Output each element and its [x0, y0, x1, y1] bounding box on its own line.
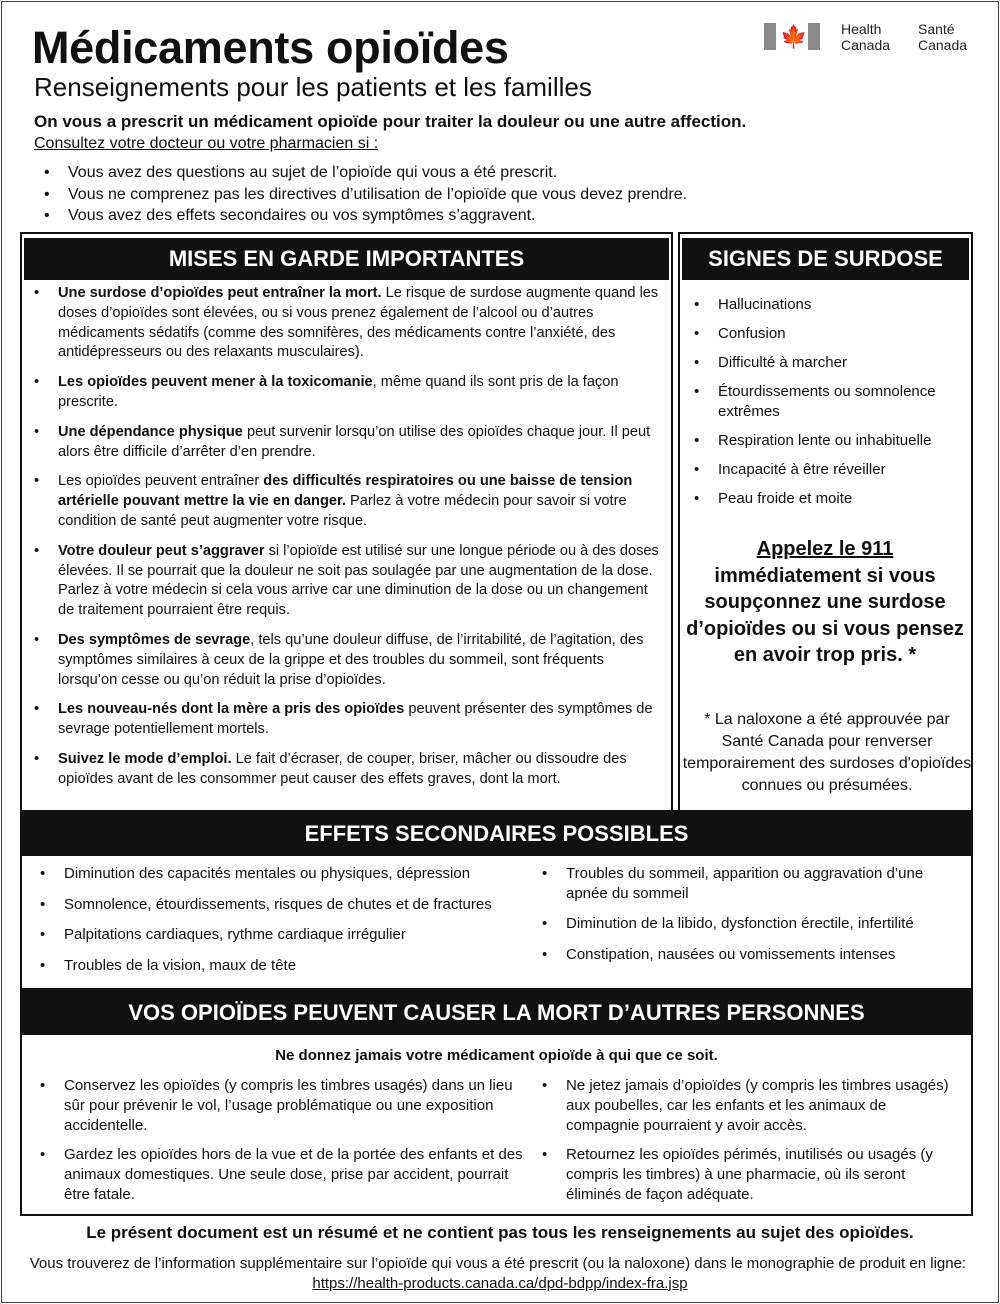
more-info-text	[20, 1254, 980, 1293]
others-safety-list-right	[542, 1076, 962, 1215]
warning-item: • Une dépendance physique peut survenir lorsqu’on utilise des opioïdes chaque jour. Il peut alors être difficile d’arrêter d’en prendre.	[34, 423, 662, 463]
side-effect-item: • Palpitations cardiaques, rythme cardiaque irrégulier	[40, 925, 530, 945]
safety-item: • Ne jetez jamais d’opioïdes (y compris les timbres usagés) aux poubelles, car les enfants et les animaux de compagnie pourraient y avoir accès.	[542, 1076, 962, 1135]
logo-french: Santé Canada	[918, 21, 968, 53]
call-911-notice	[686, 536, 964, 669]
others-safety-heading: VOS OPIOÏDES PEUVENT CAUSER LA MORT D’AUTRES PERSONNES	[20, 990, 973, 1035]
safety-item: • Gardez les opioïdes hors de la vue et de la portée des enfants et des animaux domestiques. Une seule dose, prise par accident, pourrait être fatale.	[40, 1145, 528, 1204]
warning-item: • Votre douleur peut s’aggraver si l’opioïde est utilisé sur une longue période ou à des doses élevées. Il se pourrait que la douleur ne soit pas soulagée par une augmentation de la dose. Parlez à votre médecin si cela vous arrive car une diminution de la dose ou un changement de traitement pourraient être requis.	[34, 542, 662, 621]
side-effects-list-left	[40, 864, 530, 986]
more-info-label: Vous trouverez de l’information supplémentaire sur l’opioïde qui vous a été prescrit (ou la naloxone) dans le monographie de produit en ligne:	[29, 1255, 967, 1272]
safety-item: • Retournez les opioïdes périmés, inutilisés ou usagés (y compris les timbres) à une pharmacie, où ils seront éliminés de façon adéquate.	[542, 1145, 962, 1204]
side-effect-item: • Constipation, nausées ou vomissements intenses	[542, 945, 962, 965]
logo-english: Health Canada	[841, 21, 891, 53]
summary-note: Le présent document est un résumé et ne contient pas tous les renseignements au sujet des opioïdes.	[86, 1223, 914, 1242]
warnings-list	[34, 284, 662, 800]
others-safety-intro: Ne donnez jamais votre médicament opioïde à qui que ce soit.	[275, 1047, 718, 1064]
overdose-sign: • Respiration lente ou inhabituelle	[694, 431, 962, 451]
overdose-sign: • Étourdissements ou somnolence extrêmes	[694, 382, 962, 421]
call-911-text: immédiatement si vous soupçonnez une surdose d’opioïdes ou si vous pensez en avoir trop pris. *	[686, 564, 964, 666]
warning-item: • Des symptômes de sevrage, tels qu’une douleur diffuse, de l’irritabilité, de l’agitation, des symptômes similaires à ceux de la grippe et des troubles du sommeil, sont fréquents lorsqu’on cesse ou qu’on réduit la prise d’opioïdes.	[34, 631, 662, 690]
overdose-signs-list	[694, 295, 962, 518]
warning-item: • Les opioïdes peuvent mener à la toxicomanie, même quand ils sont pris de la façon prescrite.	[34, 373, 662, 413]
warning-item: • Suivez le mode d’emploi. Le fait d’écraser, de couper, briser, mâcher ou dissoudre des opioïdes avant de les consommer peut causer des effets graves, dont la mort.	[34, 750, 662, 790]
safety-item: • Conservez les opioïdes (y compris les timbres usagés) dans un lieu sûr pour prévenir le vol, l’usage problématique ou une exposition accidentelle.	[40, 1076, 528, 1135]
list-item: • Vous avez des effets secondaires ou vos symptômes s’aggravent.	[44, 205, 687, 227]
health-canada-logo	[764, 21, 979, 55]
canada-flag-icon: 🍁	[764, 23, 820, 50]
side-effect-item: • Troubles de la vision, maux de tête	[40, 956, 530, 976]
page-title: Médicaments opioïdes	[32, 22, 509, 73]
overdose-sign: • Confusion	[694, 324, 962, 344]
intro-statement: On vous a prescrit un médicament opioïde pour traiter la douleur ou une autre affection.	[34, 112, 747, 131]
page-subtitle: Renseignements pour les patients et les familles	[34, 72, 592, 102]
warning-item: • Les opioïdes peuvent entraîner des difficultés respiratoires ou une baisse de tension artérielle pouvant mettre la vie en danger. Parlez à votre médecin pour savoir si votre condition de santé peut augmenter votre risque.	[34, 472, 662, 531]
warnings-heading: MISES EN GARDE IMPORTANTES	[24, 238, 669, 280]
overdose-sign: • Peau froide et moite	[694, 489, 962, 509]
overdose-heading: SIGNES DE SURDOSE	[682, 238, 969, 280]
side-effects-heading: EFFETS SECONDAIRES POSSIBLES	[20, 812, 973, 856]
naloxone-note: * La naloxone a été approuvée par Santé Canada pour renverser temporairement des surdoses d'opioïdes connues ou présumées.	[682, 711, 972, 794]
warning-item: • Une surdose d’opioïdes peut entraîner la mort. Le risque de surdose augmente quand les doses d’opioïdes sont élevées, ou si vous prenez également de l’alcool ou d’autres médicaments sédatifs (comme des somnifères, des médicaments contre l’anxiété, des antidépresseurs ou des relaxants musculaires).	[34, 284, 662, 363]
warning-item: • Les nouveau-nés dont la mère a pris des opioïdes peuvent présenter des symptômes de sevrage potentiellement mortels.	[34, 700, 662, 740]
list-item: • Vous ne comprenez pas les directives d’utilisation de l’opioïde que vous devez prendre.	[44, 184, 687, 206]
overdose-sign: • Hallucinations	[694, 295, 962, 315]
consult-list	[44, 162, 687, 227]
product-monograph-link[interactable]: https://health-products.canada.ca/dpd-bdpp/index-fra.jsp	[312, 1274, 688, 1292]
side-effects-list-right	[542, 864, 962, 975]
side-effect-item: • Diminution de la libido, dysfonction érectile, infertilité	[542, 914, 962, 934]
side-effect-item: • Diminution des capacités mentales ou physiques, dépression	[40, 864, 530, 884]
others-safety-list-left	[40, 1076, 528, 1215]
overdose-sign: • Incapacité à être réveiller	[694, 460, 962, 480]
side-effect-item: • Somnolence, étourdissements, risques de chutes et de fractures	[40, 895, 530, 915]
call-911-heading: Appelez le 911	[756, 538, 894, 560]
side-effect-item: • Troubles du sommeil, apparition ou aggravation d’une apnée du sommeil	[542, 864, 962, 903]
overdose-sign: • Difficulté à marcher	[694, 353, 962, 373]
list-item: • Vous avez des questions au sujet de l’opioïde qui vous a été prescrit.	[44, 162, 687, 184]
consult-heading: Consultez votre docteur ou votre pharmacien si :	[34, 135, 379, 152]
